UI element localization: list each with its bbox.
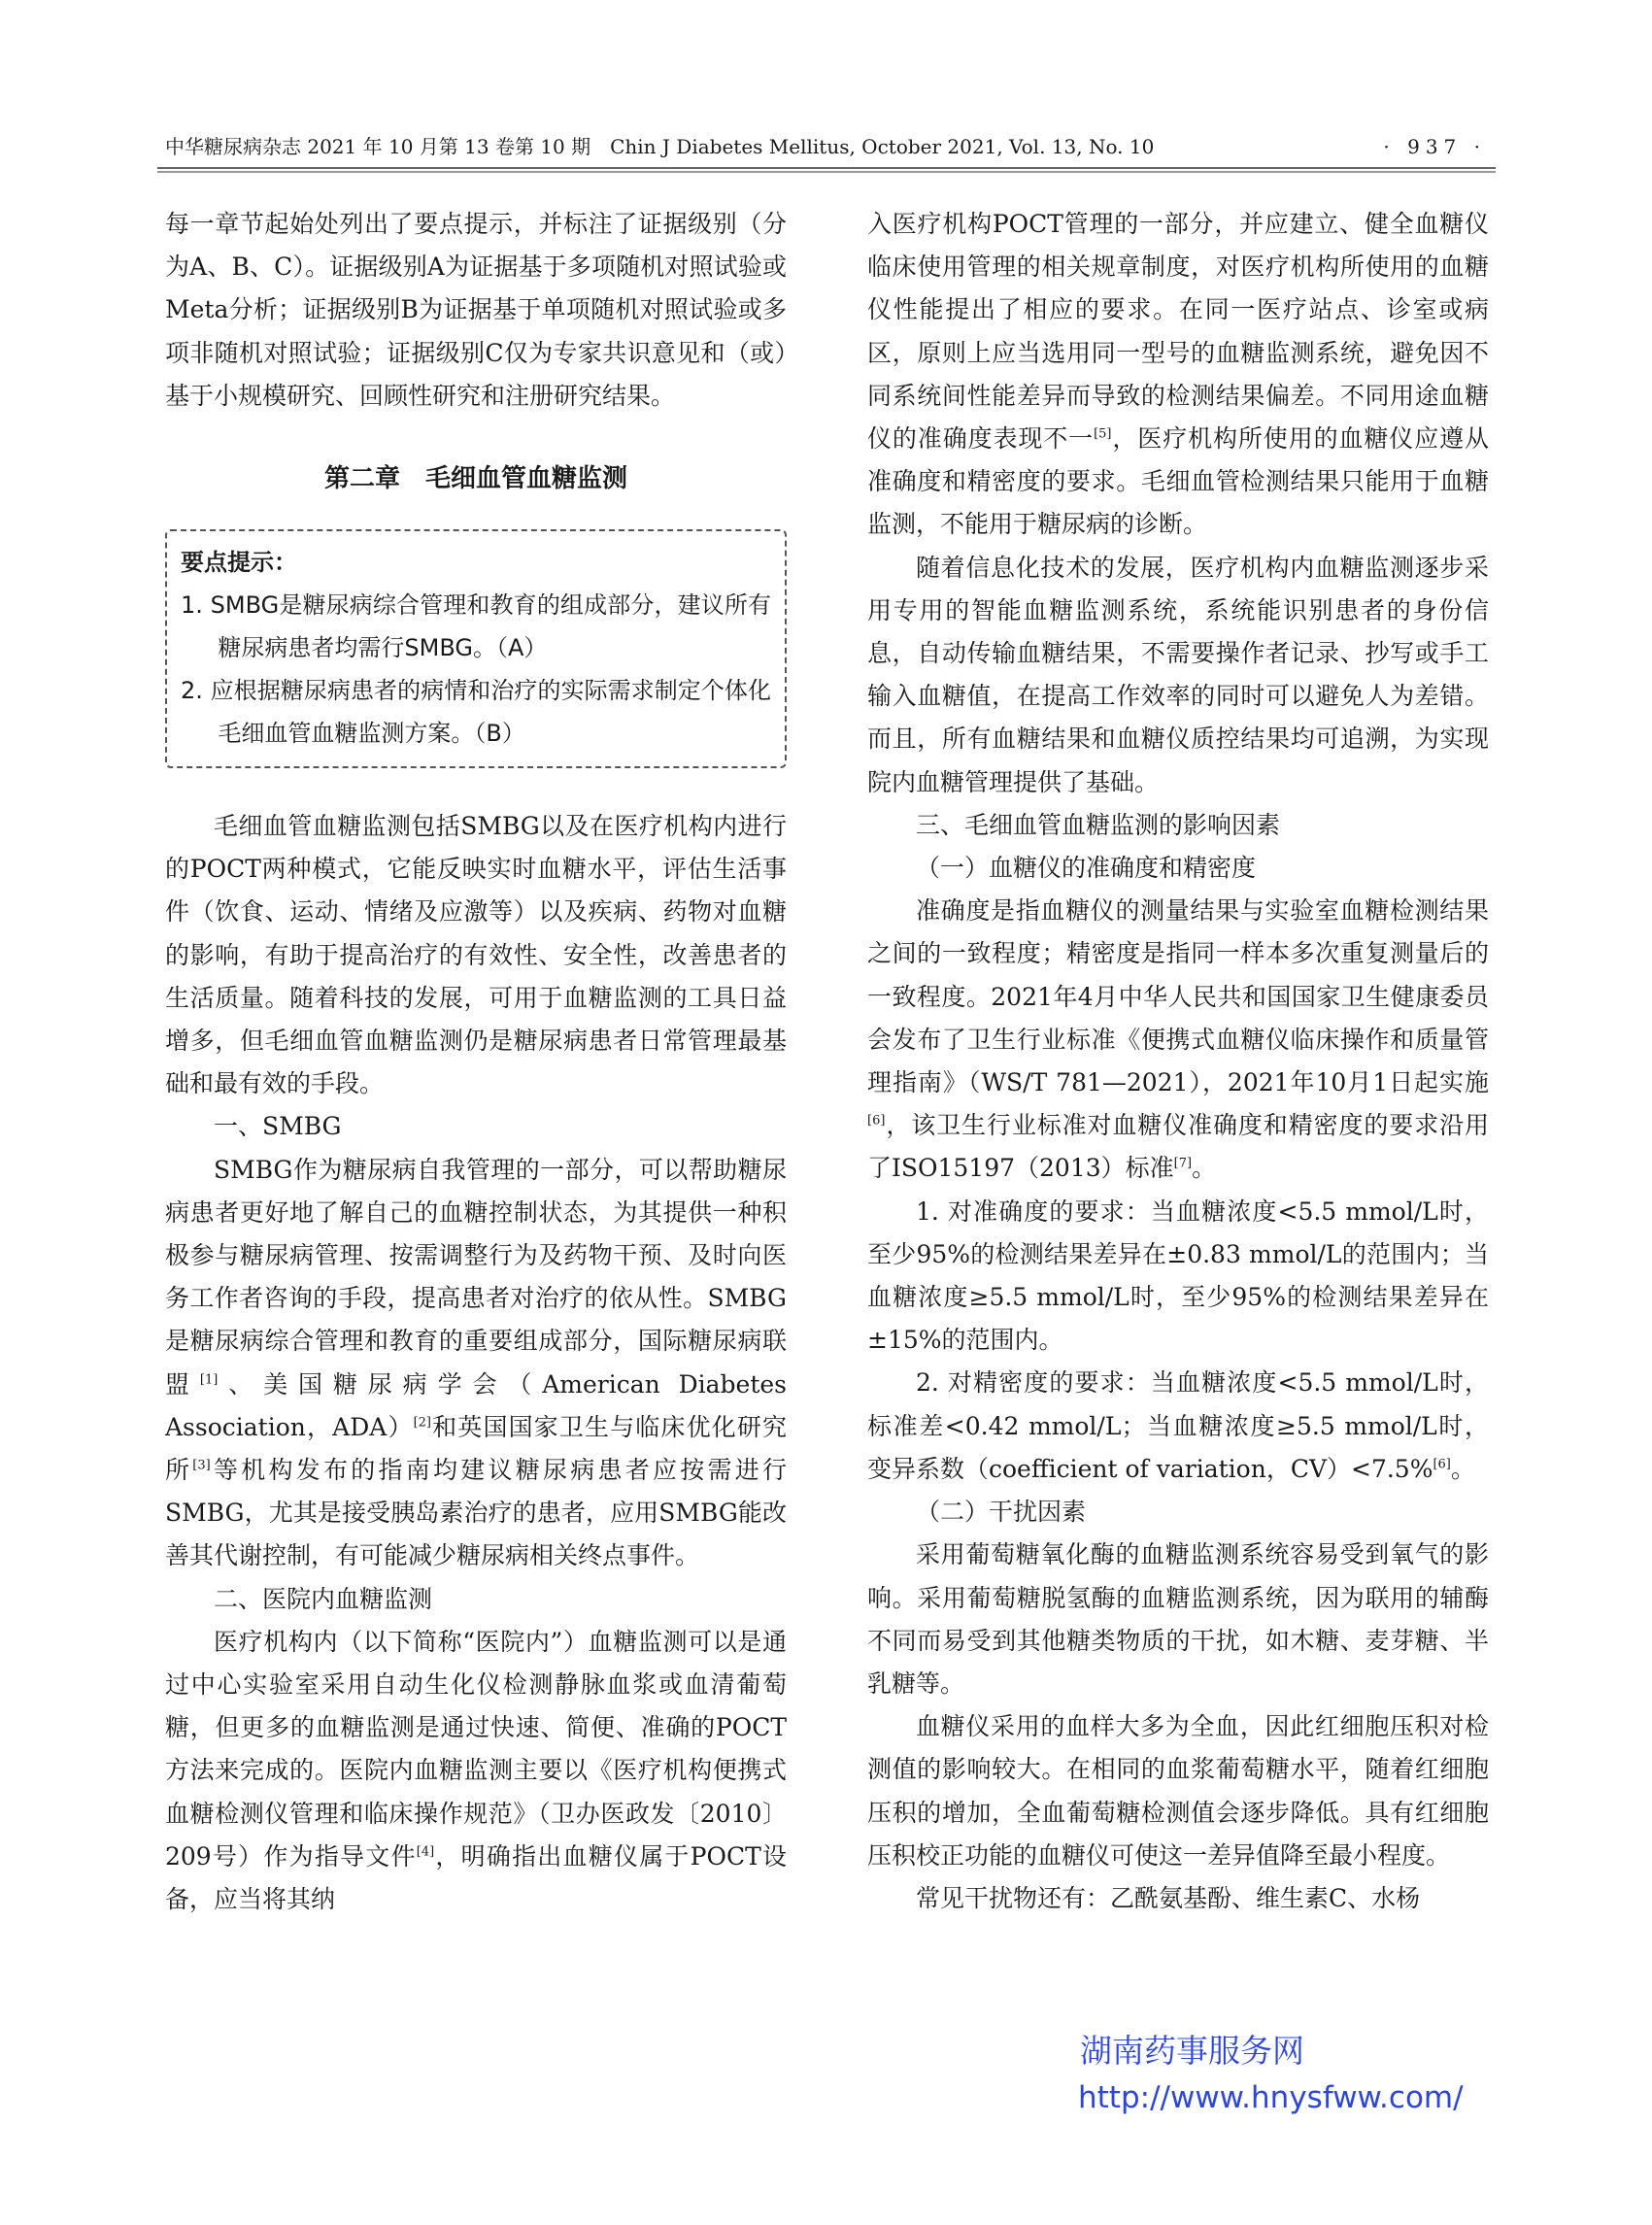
citation-ref: [2] [413,1415,432,1431]
subsection-heading-accuracy: （一）血糖仪的准确度和精密度 [916,854,1257,883]
paragraph-text: ，该卫生行业标准对血糖仪准确度和精密度的要求沿用了ISO15197（2013）标准 [867,1111,1489,1183]
paragraph-text: 和英国国家卫生与临床优化研究所 [165,1412,787,1485]
watermark-url[interactable]: http://www.hnysfww.com/ [1078,2080,1464,2115]
paragraph-hospital [165,1621,787,1921]
chapter-title: 第二章 毛细血管血糖监测 [323,464,627,494]
paragraph-text: 入医疗机构POCT管理的一部分，并应建立、健全血糖仪临床使用管理的相关规章制度，对医疗机构所使用的血糖仪性能提出了相应的要求。在同一医疗站点、诊室或病区，原则上应当选用同一型号的血糖监测系统，避免因不同系统间性能差异而导致的检测结果偏差。不同用途血糖仪的准确度表现不一 [867,210,1489,454]
paragraph-text: 、美国糖尿病学会（American Diabetes Association，ADA） [165,1369,787,1441]
header-rule [157,167,1496,173]
keypoint-item: 2. 应根据糖尿病患者的病情和治疗的实际需求制定个体化毛细血管血糖监测方案。（B） [181,677,771,748]
paragraph-precision-requirement [867,1362,1489,1491]
citation-ref: [1] [199,1372,219,1388]
citation-ref: [7] [1173,1157,1193,1172]
watermark [1078,2028,1525,2119]
paragraph-enzyme-interference: 采用葡萄糖氧化酶的血糖监测系统容易受到氧气的影响。采用葡萄糖脱氢酶的血糖监测系统，因为联用的辅酶不同而易受到其他糖类物质的干扰，如木糖、麦芽糖、半乳糖等。 [867,1540,1489,1698]
running-header [165,130,1486,163]
citation-ref: [6] [1433,1457,1451,1472]
keypoints-title: 要点提示： [181,549,297,577]
paragraph-accuracy-requirement: 1. 对准确度的要求：当血糖浓度<5.5 mmol/L时，至少95%的检测结果差异在±0.83 mmol/L的范围内；当血糖浓度≥5.5 mmol/L时，至少95%的检测结果差异在±15%的范围内。 [867,1197,1489,1355]
paragraph-hematocrit: 血糖仪采用的血样大多为全血，因此红细胞压积对检测值的影响较大。在相同的血浆葡萄糖水平，随着红细胞压积的增加，全血葡萄糖检测值会逐步降低。具有红细胞压积校正功能的血糖仪可使这一差异值降至最小程度。 [867,1712,1489,1870]
citation-ref: [3] [192,1458,211,1473]
subsection-heading-interference: （二）干扰因素 [916,1498,1087,1527]
section-heading-factors: 三、毛细血管血糖监测的影响因素 [916,810,1281,839]
intro-paragraph: 每一章节起始处列出了要点提示，并标注了证据级别（分为A、B、C）。证据级别A为证据基于多项随机对照试验或Meta分析；证据级别B为证据基于单项随机对照试验或多项非随机对照试验；证据级别C仅为专家共识意见和（或）基于小规模研究、回顾性研究和注册研究结果。 [165,210,787,410]
paragraph-text: SMBG作为糖尿病自我管理的一部分，可以帮助糖尿病患者更好地了解自己的血糖控制状态，为其提供一种积极参与糖尿病管理、按需调整行为及药物干预、及时向医务工作者咨询的手段，提高患者对治疗的依从性。SMBG是糖尿病综合管理和教育的重要组成部分，国际糖尿病联盟 [165,1155,787,1399]
paragraph-common-interferents: 常见干扰物还有：乙酰氨基酚、维生素C、水杨 [916,1883,1421,1912]
paragraph-capillary-monitoring [165,805,787,1105]
citation-ref: [6] [867,1113,886,1129]
journal-citation: 中华糖尿病杂志 2021 年 10 月第 13 卷第 10 期 Chin J Diabetes Mellitus, October 2021, Vol. 13, No. 10 [165,135,1155,158]
paragraph-text: 2. 对精密度的要求：当血糖浓度<5.5 mmol/L时，标准差<0.42 mmol/L；当血糖浓度≥5.5 mmol/L时，变异系数（coefficient of variation，CV）<7.5% [867,1368,1489,1483]
section-heading-hospital: 二、医院内血糖监测 [214,1584,433,1613]
paragraph-accuracy [867,890,1489,1190]
left-column [165,203,787,1921]
right-column [867,203,1489,1920]
keypoints-box [165,529,787,768]
citation-ref: [4] [416,1844,435,1860]
paragraph-text: 医疗机构内（以下简称“医院内”）血糖监测可以是通过中心实验室采用自动生化仪检测静脉血浆或血清葡萄糖，但更多的血糖监测是通过快速、简便、准确的POCT方法来完成的。医院内血糖监测主要以《医疗机构便携式血糖检测仪管理和临床操作规范》（卫办医政发〔2010〕209号）作为指导文件 [165,1627,787,1871]
citation-ref: [5] [1094,426,1112,442]
keypoint-item: 1. SMBG是糖尿病综合管理和教育的组成部分，建议所有糖尿病患者均需行SMBG。（A） [181,591,771,662]
paragraph-text: 准确度是指血糖仪的测量结果与实验室血糖检测结果之间的一致程度；精密度是指同一样本多次重复测量后的一致程度。2021年4月中华人民共和国国家卫生健康委员会发布了卫生行业标准《便携式血糖仪临床操作和质量管理指南》（WS/T 781—2021），2021年10月1日起实施 [867,896,1489,1097]
section-heading-smbg: 一、SMBG [214,1112,342,1141]
paragraph-smbg [165,1149,787,1578]
paragraph-information-system: 随着信息化技术的发展，医疗机构内血糖监测逐步采用专用的智能血糖监测系统，系统能识别患者的身份信息，自动传输血糖结果，不需要操作者记录、抄写或手工输入血糖值，在提高工作效率的同时可以避免人为差错。而且，所有血糖结果和血糖仪质控结果均可追溯，为实现院内血糖管理提供了基础。 [867,553,1489,796]
paragraph-continued [867,203,1489,547]
paragraph-text: 。 [1192,1154,1217,1183]
watermark-site-name: 湖南药事服务网 [1080,2032,1304,2070]
paragraph-text: ，明确指出血糖仪属于POCT设备，应当将其纳 [165,1841,787,1914]
paragraph-text: 毛细血管血糖监测包括SMBG以及在医疗机构内进行的POCT两种模式，它能反映实时血糖水平，评估生活事件（饮食、运动、情绪及应激等）以及疾病、药物对血糖的影响，有助于提高治疗的有效性、安全性，改善患者的生活质量。随着科技的发展，可用于血糖监测的工具日益增多，但毛细血管血糖监测仍是糖尿病患者日常管理最基础和最有效的手段。 [165,812,787,1098]
page-number: · 937 · [1383,135,1486,158]
paragraph-text: 等机构发布的指南均建议糖尿病患者应按需进行SMBG，尤其是接受胰岛素治疗的患者，应用SMBG能改善其代谢控制，有可能减少糖尿病相关终点事件。 [165,1456,787,1570]
paragraph-text: 。 [1450,1454,1475,1483]
paragraph-text: ，医疗机构所使用的血糖仪应遵从准确度和精密度的要求。毛细血管检测结果只能用于血糖监测，不能用于糖尿病的诊断。 [867,424,1489,539]
